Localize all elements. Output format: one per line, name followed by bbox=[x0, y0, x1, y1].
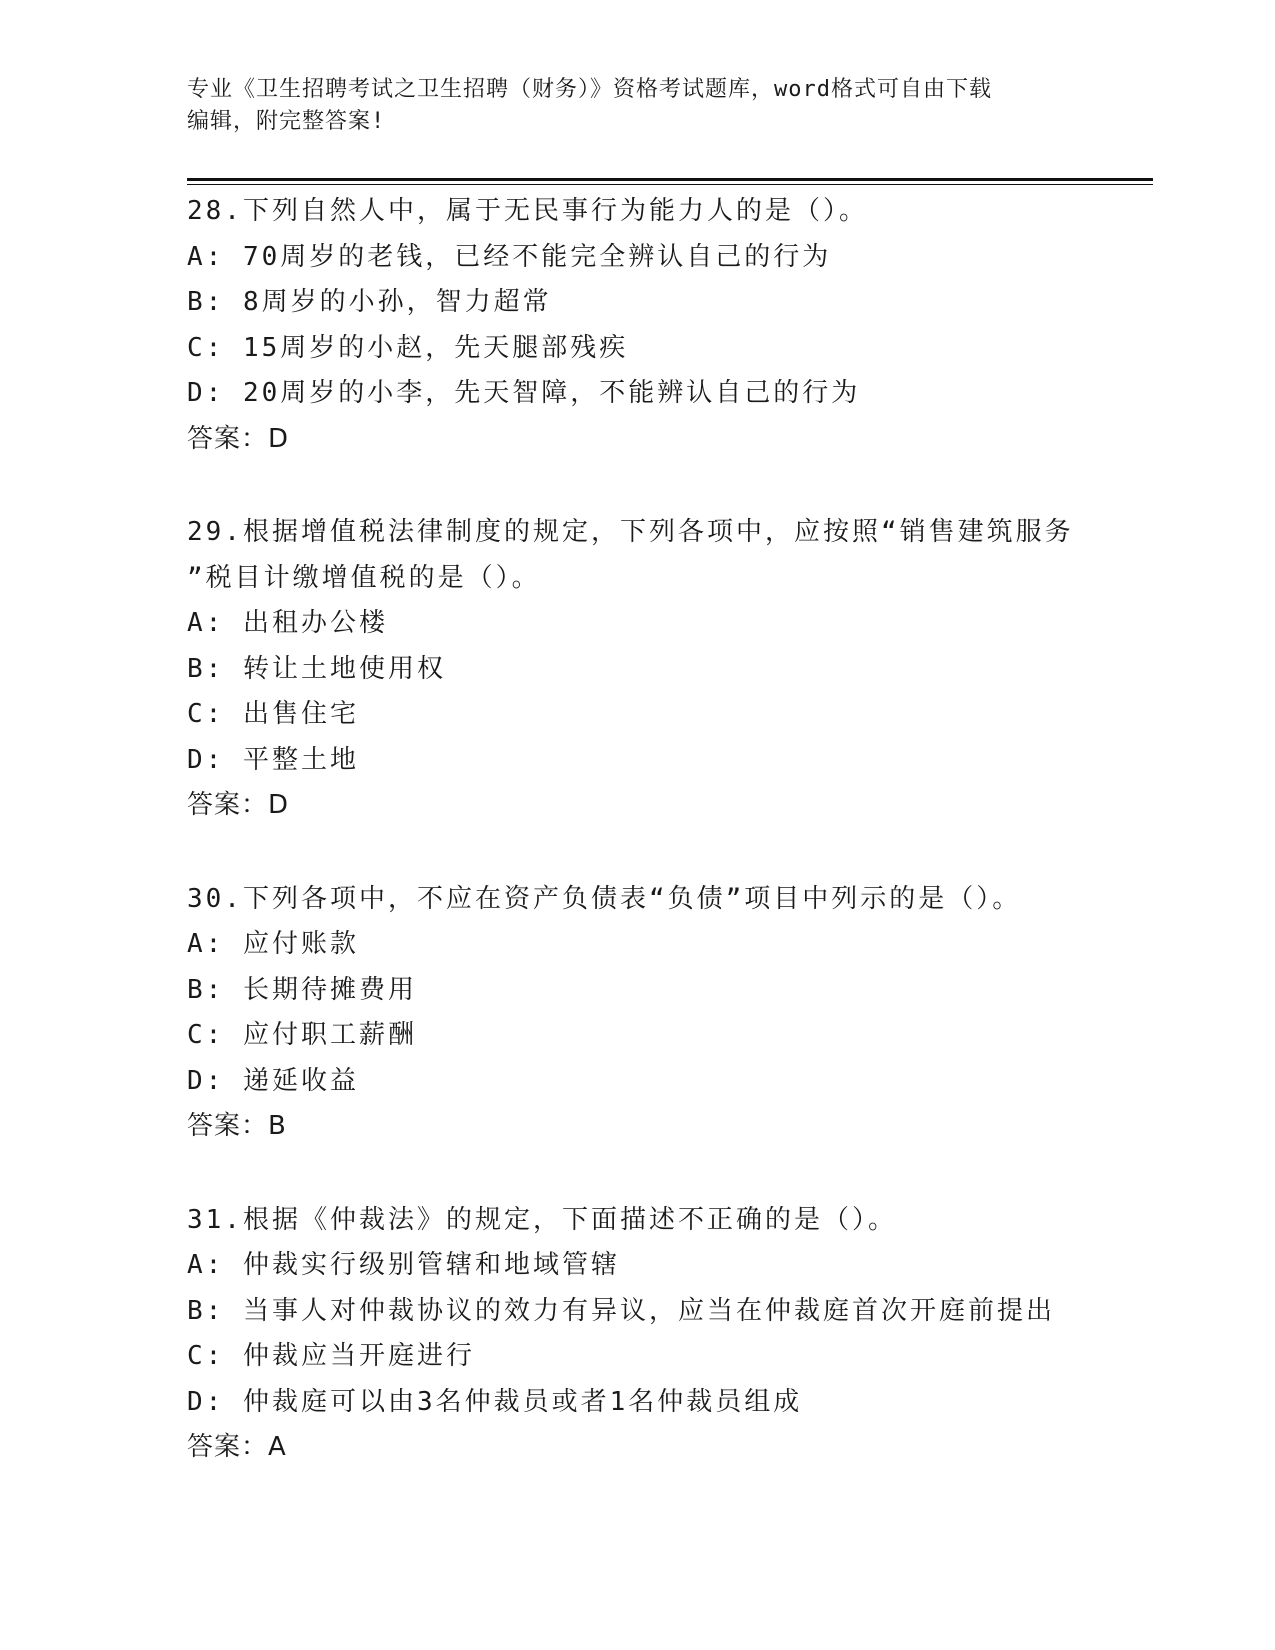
option-a: A: 70周岁的老钱，已经不能完全辨认自己的行为 bbox=[187, 241, 832, 272]
document-header bbox=[187, 74, 1087, 138]
question-list bbox=[187, 189, 1087, 1519]
answer-line: 答案：D bbox=[187, 790, 290, 820]
option-a: A: 仲裁实行级别管辖和地域管辖 bbox=[187, 1250, 620, 1280]
option-b: B: 长期待摊费用 bbox=[187, 974, 417, 1005]
header-line-1: 专业《卫生招聘考试之卫生招聘（财务）》资格考试题库，word格式可自由下载 bbox=[187, 77, 992, 102]
question-28 bbox=[187, 189, 1087, 462]
option-c: C: 应付职工薪酬 bbox=[187, 1020, 417, 1050]
question-stem-continued: ”税目计缴增值税的是（）。 bbox=[187, 562, 541, 593]
header-divider-thick bbox=[187, 178, 1153, 181]
option-a: A: 应付账款 bbox=[187, 929, 359, 959]
question-stem: 31.根据《仲裁法》的规定，下面描述不正确的是（）。 bbox=[187, 1204, 897, 1235]
option-b: B: 转让土地使用权 bbox=[187, 653, 446, 684]
question-stem: 28.下列自然人中，属于无民事行为能力人的是（）。 bbox=[187, 196, 868, 226]
option-c: C: 出售住宅 bbox=[187, 699, 359, 729]
question-stem: 30.下列各项中，不应在资产负债表“负债”项目中列示的是（）。 bbox=[187, 883, 1022, 914]
option-a: A: 出租办公楼 bbox=[187, 608, 388, 638]
answer-line: 答案：A bbox=[187, 1432, 287, 1462]
question-stem: 29.根据增值税法律制度的规定，下列各项中，应按照“销售建筑服务 bbox=[187, 517, 1074, 547]
answer-line: 答案：B bbox=[187, 1111, 287, 1141]
header-divider-thin bbox=[187, 184, 1153, 185]
question-30 bbox=[187, 877, 1087, 1150]
option-d: D: 20周岁的小李，先天智障，不能辨认自己的行为 bbox=[187, 378, 861, 408]
option-c: C: 仲裁应当开庭进行 bbox=[187, 1341, 475, 1371]
answer-line: 答案：D bbox=[187, 423, 290, 454]
question-31 bbox=[187, 1198, 1087, 1471]
option-c: C: 15周岁的小赵，先天腿部残疾 bbox=[187, 332, 629, 363]
option-b: B: 当事人对仲裁协议的效力有异议，应当在仲裁庭首次开庭前提出 bbox=[187, 1295, 1055, 1326]
option-d: D: 平整土地 bbox=[187, 744, 359, 775]
option-d: D: 仲裁庭可以由3名仲裁员或者1名仲裁员组成 bbox=[187, 1386, 803, 1417]
option-d: D: 递延收益 bbox=[187, 1065, 359, 1096]
option-b: B: 8周岁的小孙，智力超常 bbox=[187, 287, 552, 317]
question-29 bbox=[187, 510, 1087, 829]
header-line-2: 编辑，附完整答案! bbox=[187, 109, 386, 134]
